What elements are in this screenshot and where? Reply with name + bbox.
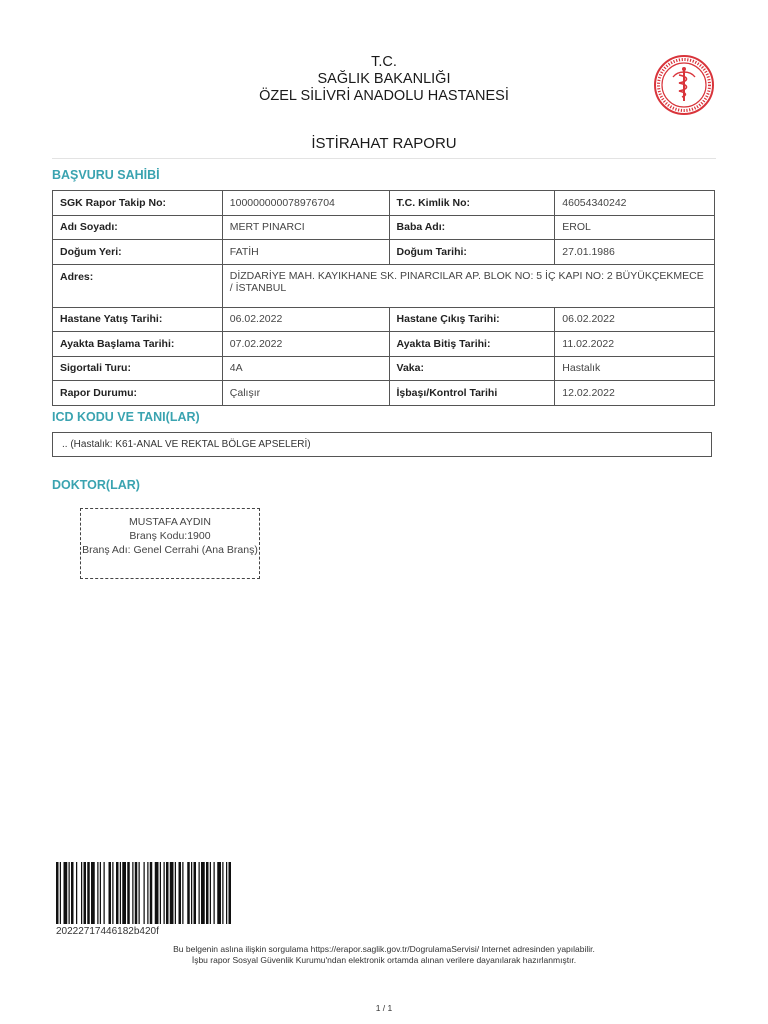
- label-birth-date: Doğum Tarihi:: [389, 240, 555, 265]
- table-row: [53, 332, 715, 357]
- header-line-hospital: ÖZEL SİLİVRİ ANADOLU HASTANESİ: [259, 88, 509, 104]
- label-father-name: Baba Adı:: [389, 215, 555, 240]
- label-address: Adres:: [53, 264, 223, 307]
- applicant-info-table: [52, 190, 715, 406]
- value-discharge-date: 06.02.2022: [555, 307, 715, 332]
- section-title-doctors: DOKTOR(LAR): [52, 478, 140, 492]
- table-row: [53, 356, 715, 381]
- doctor-card: [80, 508, 260, 579]
- label-return-date: İşbaşı/Kontrol Tarihi: [389, 381, 555, 406]
- table-row: [53, 381, 715, 406]
- label-discharge-date: Hastane Çıkış Tarihi:: [389, 307, 555, 332]
- label-sgk-report-no: SGK Rapor Takip No:: [53, 191, 223, 216]
- doctor-name: MUSTAFA AYDIN: [129, 516, 211, 528]
- table-row: [53, 215, 715, 240]
- document-header: [0, 54, 768, 105]
- value-admission-date: 06.02.2022: [222, 307, 389, 332]
- section-title-icd: ICD KODU VE TANI(LAR): [52, 410, 200, 424]
- label-case: Vaka:: [389, 356, 555, 381]
- table-row: [53, 240, 715, 265]
- value-case: Hastalık: [555, 356, 715, 381]
- icd-diagnosis-box: .. (Hastalık: K61-ANAL VE REKTAL BÖLGE APSELERİ): [52, 432, 712, 457]
- label-outpatient-end: Ayakta Bitiş Tarihi:: [389, 332, 555, 357]
- table-row: [53, 191, 715, 216]
- barcode-number: 20222717446182b420f: [56, 926, 159, 937]
- section-title-applicant: BAŞVURU SAHİBİ: [52, 168, 160, 182]
- label-full-name: Adı Soyadı:: [53, 215, 223, 240]
- value-return-date: 12.02.2022: [555, 381, 715, 406]
- ministry-of-health-seal-icon: [654, 55, 714, 115]
- report-title: İSTİRAHAT RAPORU: [311, 135, 457, 152]
- value-report-status: Çalışır: [222, 381, 389, 406]
- label-admission-date: Hastane Yatış Tarihi:: [53, 307, 223, 332]
- footer-line-verification: Bu belgenin aslına ilişkin sorgulama https://erapor.saglik.gov.tr/DogrulamaServisi/ Internet adresinden yapılabilir.: [173, 944, 595, 954]
- header-line-tc: T.C.: [371, 54, 397, 70]
- value-insurance-type: 4A: [222, 356, 389, 381]
- label-outpatient-start: Ayakta Başlama Tarihi:: [53, 332, 223, 357]
- value-tc-id-no: 46054340242: [555, 191, 715, 216]
- label-report-status: Rapor Durumu:: [53, 381, 223, 406]
- value-outpatient-start: 07.02.2022: [222, 332, 389, 357]
- table-row: [53, 307, 715, 332]
- page-number: 1 / 1: [375, 1003, 393, 1013]
- value-sgk-report-no: 100000000078976704: [222, 191, 389, 216]
- value-outpatient-end: 11.02.2022: [555, 332, 715, 357]
- value-full-name: MERT PINARCI: [222, 215, 389, 240]
- table-row: [53, 264, 715, 307]
- barcode: [56, 862, 280, 924]
- label-tc-id-no: T.C. Kimlik No:: [389, 191, 555, 216]
- doctor-branch-name: Branş Adı: Genel Cerrahi (Ana Branş): [82, 544, 258, 556]
- footer-notice: [0, 944, 768, 966]
- label-insurance-type: Sigortali Turu:: [53, 356, 223, 381]
- doctor-branch-code: Branş Kodu:1900: [129, 530, 211, 542]
- title-divider: [52, 158, 716, 159]
- value-address: DİZDARİYE MAH. KAYIKHANE SK. PINARCILAR AP. BLOK NO: 5 İÇ KAPI NO: 2 BÜYÜKÇEKMECE / İSTANBUL: [222, 264, 714, 307]
- value-birth-place: FATİH: [222, 240, 389, 265]
- label-birth-place: Doğum Yeri:: [53, 240, 223, 265]
- value-father-name: EROL: [555, 215, 715, 240]
- footer-line-sgk: İşbu rapor Sosyal Güvenlik Kurumu'ndan elektronik ortamda alınan verilere dayanılarak hazırlanmıştır.: [191, 955, 577, 965]
- header-line-ministry: SAĞLIK BAKANLIĞI: [317, 71, 451, 87]
- value-birth-date: 27.01.1986: [555, 240, 715, 265]
